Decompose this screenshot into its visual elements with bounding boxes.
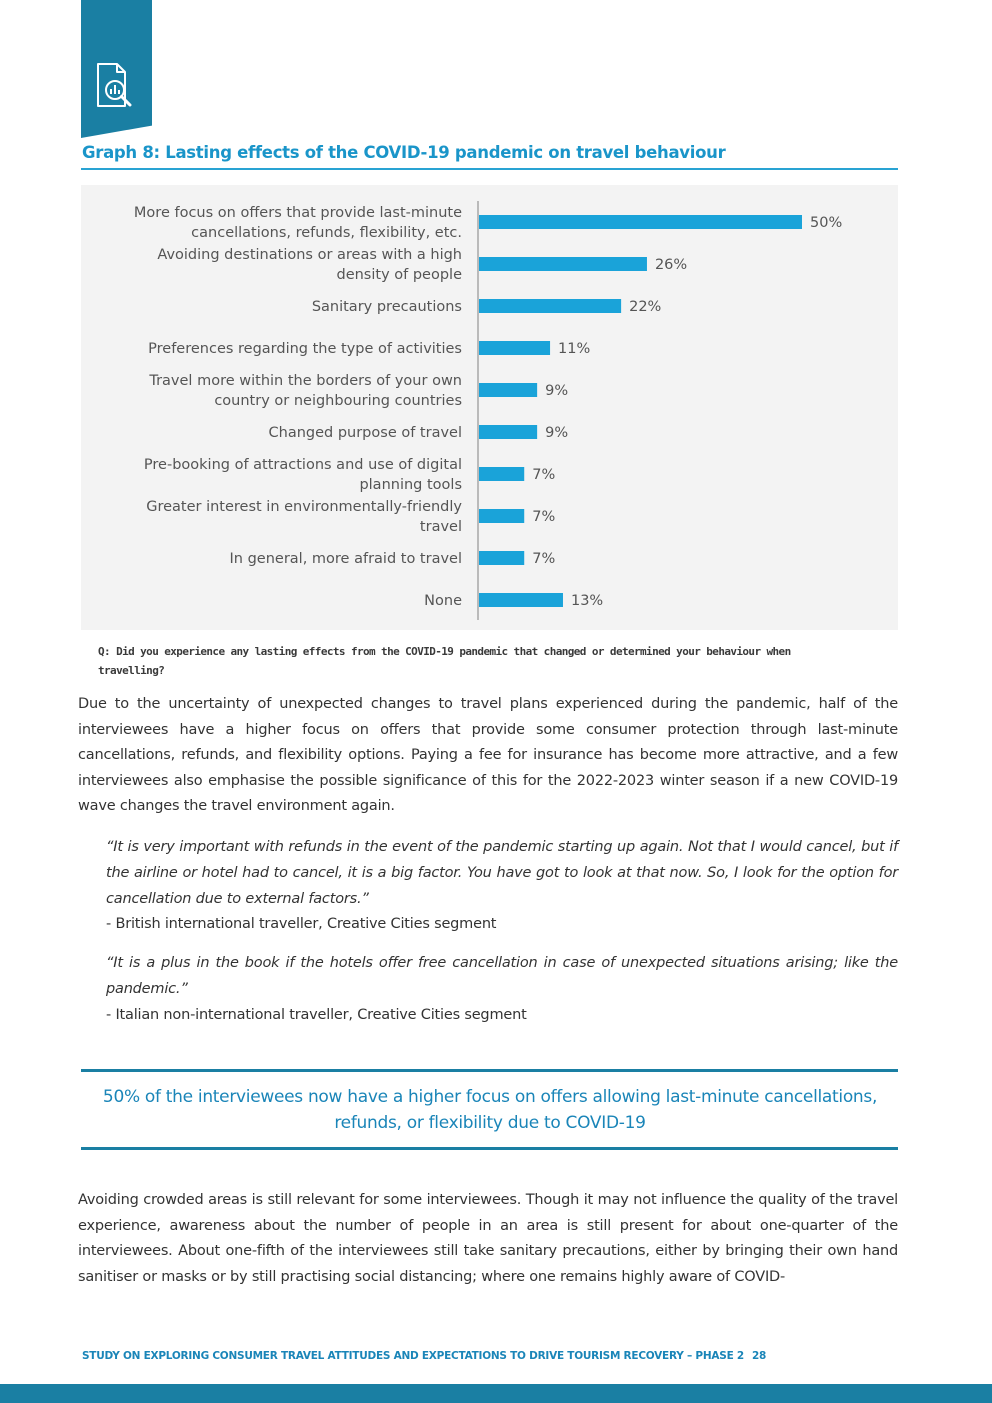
bar <box>479 383 537 397</box>
category-label: None <box>424 593 462 609</box>
value-label: 9% <box>545 383 569 399</box>
bottom-bar <box>0 1384 992 1403</box>
callout-bottom-rule <box>81 1147 898 1150</box>
value-label: 7% <box>532 509 556 525</box>
bar <box>479 215 802 229</box>
value-label: 13% <box>570 593 604 609</box>
title-rule <box>81 168 898 170</box>
graph-title: Graph 8: Lasting effects of the COVID-19 pandemic on travel behaviour <box>82 143 726 162</box>
footer-text: STUDY ON EXPLORING CONSUMER TRAVEL ATTITUDES AND EXPECTATIONS TO DRIVE TOURISM RECOVERY – PHASE 2 <box>82 1350 744 1362</box>
bar <box>479 593 563 607</box>
value-label: 50% <box>810 215 843 231</box>
category-label: Pre-booking of attractions and use of digital planning tools <box>143 457 462 493</box>
category-label: Preferences regarding the type of activities <box>148 341 462 357</box>
value-label: 7% <box>532 467 556 483</box>
bar <box>479 257 647 271</box>
callout-top-rule <box>81 1069 898 1072</box>
category-label: Changed purpose of travel <box>268 425 462 441</box>
bar <box>479 467 524 481</box>
category-label: In general, more afraid to travel <box>229 551 462 567</box>
section-tab <box>81 0 152 138</box>
bar <box>479 509 524 523</box>
value-label: 7% <box>532 551 556 567</box>
document-chart-search-icon <box>95 62 135 110</box>
bar <box>479 341 550 355</box>
bar <box>479 299 621 313</box>
bar-chart <box>81 185 898 630</box>
value-label: 11% <box>558 341 591 357</box>
key-finding-callout: 50% of the interviewees now have a higher focus on offers allowing last-minute cancellations, refunds, or flexibility due to COVID-19 <box>102 1087 878 1133</box>
bar <box>479 551 524 565</box>
quote-1-attribution: - British international traveller, Creative Cities segment <box>106 916 497 932</box>
category-label: Travel more within the borders of your own country or neighbouring countries <box>149 373 462 409</box>
value-label: 9% <box>545 425 569 441</box>
quote-2-attribution: - Italian non-international traveller, Creative Cities segment <box>106 1007 527 1023</box>
category-label: More focus on offers that provide last-minute cancellations, refunds, flexibility, etc. <box>133 205 462 241</box>
value-label: 22% <box>629 299 662 315</box>
survey-question: Q: Did you experience any lasting effects from the COVID-19 pandemic that changed or determined your behaviour when travelling? <box>98 645 791 677</box>
category-label: Greater interest in environmentally-friendly travel <box>146 499 462 535</box>
body-paragraph-2: Avoiding crowded areas is still relevant for some interviewees. Though it may not influence the quality of the travel experience, awareness about the number of people in an area is still present for about one-quarter of the interviewees. About one-fifth of the interviewees still take sanitary precautions, either by bringing their own hand sanitiser or masks or by still practising social distancing; where one remains highly aware of COVID- <box>78 1192 898 1285</box>
category-label: Sanitary precautions <box>311 299 462 315</box>
body-paragraph-1: Due to the uncertainty of unexpected changes to travel plans experienced during the pandemic, half of the interviewees have a higher focus on offers that provide some consumer protection through last-minute cancellations, refunds, and flexibility options. Paying a fee for insurance has become more attractive, and a few interviewees also emphasise the possible significance of this for the 2022-2023 winter season if a new COVID-19 wave changes the travel environment again. <box>78 696 898 815</box>
page-number: 28 <box>751 1350 767 1362</box>
page-footer <box>82 1350 766 1362</box>
bar <box>479 425 537 439</box>
quote-2: “It is a plus in the book if the hotels offer free cancellation in case of unexpected situations arising; like the pandemic.” <box>106 955 898 997</box>
quote-1: “It is very important with refunds in the event of the pandemic starting up again. Not that I would cancel, but if the airline or hotel had to cancel, it is a big factor. You have got to look at that now. So, I look for the option for cancellation due to external factors.” <box>106 839 898 907</box>
value-label: 26% <box>654 257 688 273</box>
category-label: Avoiding destinations or areas with a high density of people <box>157 247 462 283</box>
